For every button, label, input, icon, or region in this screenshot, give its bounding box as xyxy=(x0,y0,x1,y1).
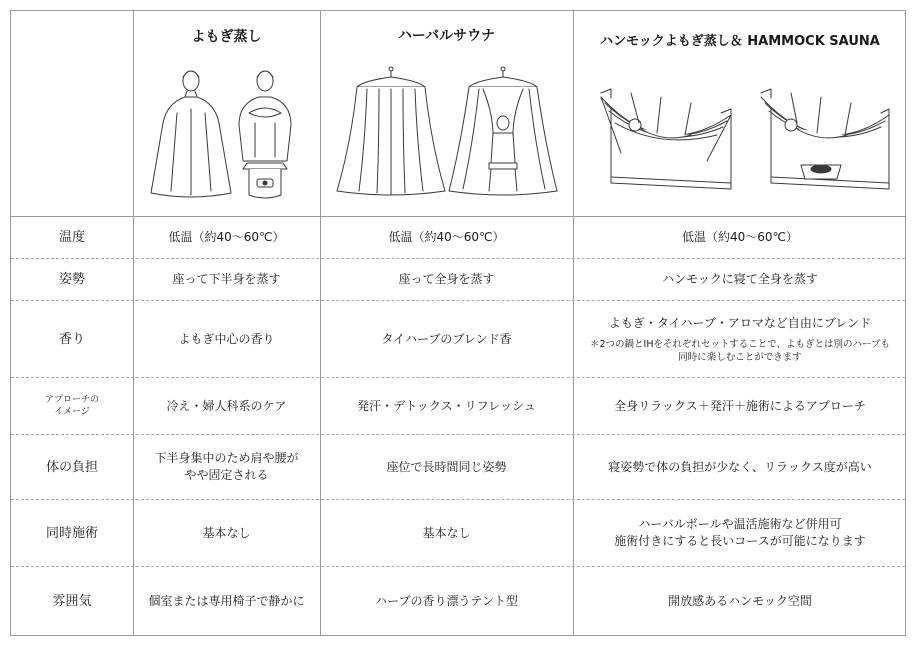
row-label-posture: 姿勢 xyxy=(58,272,85,287)
yomogi-burden-line-2: やや固定される xyxy=(184,468,269,482)
note-line-1: ＊2つの鍋とIHをそれぞれセットすることで、よもぎとは別のハーブも xyxy=(589,338,891,350)
cell-hammock-approach: 全身リラックス＋発汗＋施術によるアプローチ xyxy=(614,398,866,413)
header-herbal-sauna: ハーバルサウナ xyxy=(397,28,496,44)
hammock-concurrent-line-1: ハーバルボールや温活施術など併用可 xyxy=(638,517,842,531)
approach-label-line-1: アプローチの xyxy=(44,395,99,405)
cell-yomogi-posture: 座って下半身を蒸す xyxy=(172,272,281,286)
row-label-temperature: 温度 xyxy=(58,230,85,245)
cell-yomogi-temperature: 低温（約40〜60℃） xyxy=(168,230,285,244)
row-label-atmosphere: 雰囲気 xyxy=(52,593,92,609)
cell-yomogi-burden xyxy=(133,435,320,499)
hammock-scent-note xyxy=(590,338,890,364)
row-label-scent: 香り xyxy=(58,331,85,347)
cell-yomogi-atmosphere: 個室または専用椅子で静かに xyxy=(148,593,305,608)
cell-yomogi-approach: 冷え・婦人科系のケア xyxy=(166,398,287,413)
approach-label-line-2: イメージ xyxy=(54,407,90,417)
row-label-concurrent: 同時施術 xyxy=(45,525,98,541)
cell-hammock-scent xyxy=(573,301,907,377)
yomogi-burden-line-1: 下半身集中のため肩や腰が xyxy=(154,451,299,465)
note-line-2: 同時に楽しむことができます xyxy=(678,351,802,363)
hammock-icon xyxy=(591,73,891,203)
cell-herbal-approach: 発汗・デトックス・リフレッシュ xyxy=(357,398,536,413)
hammock-scent-text: よもぎ・タイハーブ・アロマなど自由にブレンド xyxy=(608,315,872,330)
cell-herbal-scent: タイハーブのブレンド香 xyxy=(381,331,512,346)
row-label-body-burden: 体の負担 xyxy=(45,459,98,475)
cell-hammock-temperature: 低温（約40〜60℃） xyxy=(681,230,799,244)
cell-herbal-concurrent: 基本なし xyxy=(422,525,471,540)
header-hammock: ハンモックよもぎ蒸し＆ HAMMOCK SAUNA xyxy=(600,34,880,49)
cell-hammock-atmosphere: 開放感あるハンモック空間 xyxy=(668,593,812,608)
cell-yomogi-concurrent: 基本なし xyxy=(202,525,251,540)
cell-herbal-atmosphere: ハーブの香り漂うテント型 xyxy=(375,593,518,608)
cell-yomogi-scent: よもぎ中心の香り xyxy=(178,331,275,346)
comparison-table xyxy=(10,10,906,636)
cell-herbal-posture: 座って全身を蒸す xyxy=(398,272,495,286)
cell-herbal-burden: 座位で長時間同じ姿勢 xyxy=(386,459,507,474)
cell-hammock-burden: 寝姿勢で体の負担が少なく、リラックス度が高い xyxy=(608,459,872,474)
cell-hammock-concurrent xyxy=(573,500,907,566)
cell-hammock-posture: ハンモックに寝て全身を蒸す xyxy=(662,272,818,286)
cell-herbal-temperature: 低温（約40〜60℃） xyxy=(388,230,505,244)
row-label-approach xyxy=(11,378,133,434)
canopy-tent-icon xyxy=(333,63,563,203)
hammock-concurrent-line-2: 施術付きにすると長いコースが可能になります xyxy=(614,534,866,548)
woman-in-cape-icon xyxy=(143,63,313,203)
header-yomogi: よもぎ蒸し xyxy=(191,29,262,45)
